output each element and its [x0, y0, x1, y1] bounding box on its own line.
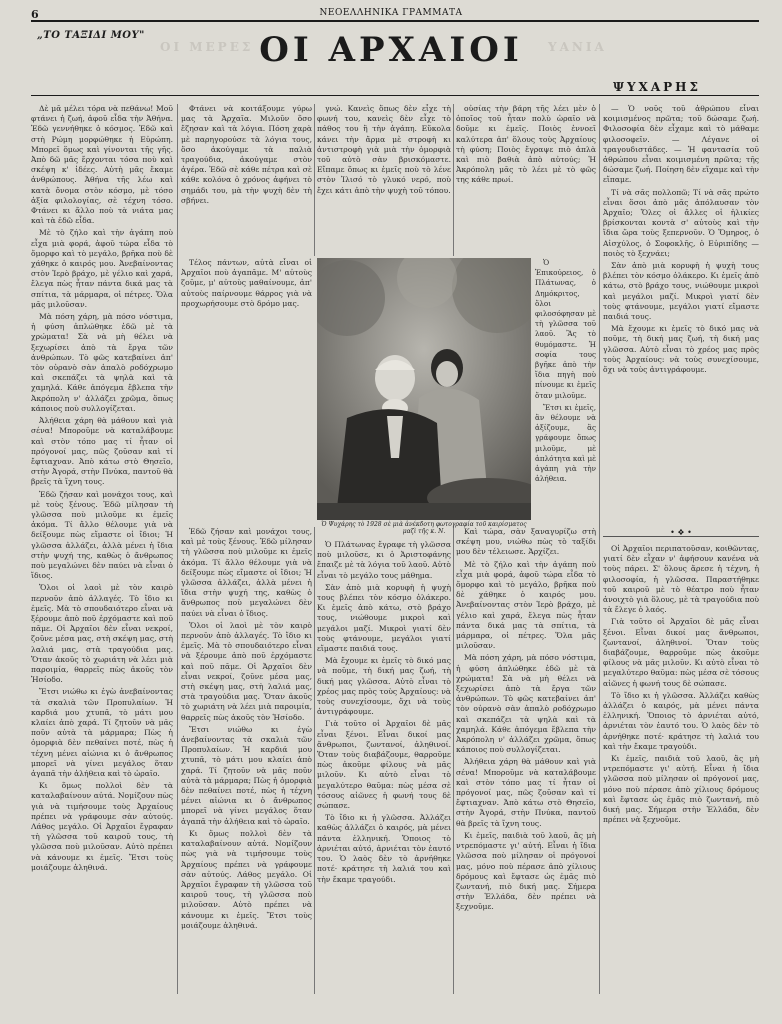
paragraph: Γιὰ τοῦτο οἱ Ἀρχαῖοι δὲ μᾶς εἶναι ξένοι. Εἶναι δικοί μας ἄνθρωποι, ζωντανοί, ἀληθινοί. Ὅταν τοὺς διαβάζουμε, θαρροῦμε πὼς ἀκοῦμε φίλους νὰ μᾶς μιλοῦν. Κι αὐτὸ εἶναι τὸ μεγαλύτερο θαῦμα: πὼς μέσα σὲ τόσους αἰῶνες ἡ φωνή τους δὲ σώπασε. — [603, 617, 759, 688]
paragraph: Δὲ μᾶ μέλει τόρα νὰ πεθάνω! Μοῦ φτάνει ἡ ζωή, ἀφοῦ εἶδα τὴν Ἀθήνα. Ἐδῶ γεννήθηκε ὁ κόσμος. Ἐδῶ καὶ στὴ Ρώμη μορφώθηκε ἡ Εὐρώπη. Μπορεῖ ὅμως καὶ γίνονται τῆς γῆς. Ἀπὸ δῶ μᾶς ἔρχονται τόσα ποὺ καὶ σκέψη κ' ἰδέες. Αὐτὴ μᾶς ἔκαμε ἀνθρώπους. Ἀθήνα τῆς λέω καὶ κατὰ ὄνομα στὸν κόσμο, μὲ τόσο ἀξία φιλολογίας, σὲ τέχνη τόσο. Φτάνει κι ἄλλο ποὺ τὰ νιάτα μας καὶ τὰ ἐδῶ εἶδα. — [31, 104, 173, 226]
paragraph: Μὲ τὸ ζήλο καὶ τὴν ἀγάπη ποὺ εἶχα μιὰ φορά, ἀφοῦ τώρα εἶδα τὸ ὄμορφο καὶ τὸ μεγάλο, βρῆκα ποὺ δὲ χάθηκε ὁ καιρός μου. Ἀνεβαίνοντας στὸν Ἱερὸ βράχο, μὲ γέλιο καὶ χαρά, ἔλεγα πὼς ἦταν πάντα δικά μας τὰ σπίτια, τὰ μάρμαρα, οἱ πέτρες. Ὅλα μᾶς μιλοῦσαν. — [456, 559, 596, 651]
paragraph: Τὸ ἴδιο κι ἡ γλῶσσα. Ἀλλάζει καθὼς ἀλλάζει ὁ καιρός, μὰ μένει πάντα ἑλληνική. Ὅποιος τὸ ἀρνιέται αὐτό, ἀρνιέται τὸν ἑαυτό του. Ὁ λαὸς δὲν τὸ ἀρνήθηκε ποτέ· κράτησε τὴ λαλιά του καὶ τὴν ἔκαμε τραγούδι. — [603, 690, 759, 751]
paragraph: Οἱ Ἀρχαῖοι περιπατοῦσαν, κοιθῶντας, γιατί δὲν εἶχαν ν' ἀφήσουν κανένα νὰ τοὺς πάρει. Σ' ὅλους ἄρεσε ἡ τέχνη, ἡ φιλοσοφία, ἡ γλῶσσα. Παραστήθηκε τοῦ καιροῦ μὲ τὸ θέατρο ποὺ ἦταν ἀνοιχτὸ γιὰ ὅλους, μὲ τὰ τραγούδια ποὺ τὰ ἔλεγε ὁ λαός. — [603, 544, 759, 615]
paragraph: Ἀλήθεια χάρη θὰ μάθουν καὶ γιὰ σένα! Μποροῦμε νὰ καταλάβουμε καὶ στὸν τόπο μας τί ἦταν οἱ πρόγονοί μας, πῶς ζοῦσαν καὶ τί ἔφτιαχναν. Ἀπὸ κάτω στὸ Θησεῖο, στὴν Ἀγορά, στὴν Πνύκα, παντοῦ θὰ βρεῖς τὰ ἴχνη τους. — [31, 416, 173, 487]
paragraph: Τί νὰ σᾶς πολλοπῶ; Τί νὰ σᾶς πρώτο εἶναι ὅσοι ἀπὸ μᾶς ἀπόλαυσαν τὸν Ἀρχαῖο; Ὅλες οἱ ἄλλες οἱ ἡλικίες βρίσκονται κοντὰ σ' αὐτοὺς καὶ τὴν ἴδια ὥρα τοὺς ξεπερνοῦν. Ὁ Ὅμηρος, ὁ Αἰσχύλος, ὁ Σοφοκλῆς, ὁ Εὐριπίδης — ποιὸς τὸ ξεχνάει; — [603, 187, 759, 258]
paragraph: οὐσίας τὴν βάρη τῆς λέει μὲν ὁ ὁποῖος τοῦ ἦταν πολὺ ὡραῖο νὰ δοῦμε κι ἐμεῖς. Ποιὸς ἐννοεῖ καλύτερα ἀπ' ὅλους τοὺς Ἀρχαίους τὴ φύση; Ποιὸς ἔγραψε πιὸ ἁπλὰ καὶ πιὸ βαθιὰ ἀπὸ αὐτούς; Ἡ Ἀκρόπολη μᾶς τὸ λέει μὲ τὸ φῶς της κάθε πρωί. — [456, 104, 596, 185]
paragraph: Καὶ τώρα, σὰν ξαναγυρίζω στὴ σκέψη μου, νιώθω πὼς τὸ ταξίδι μου δὲν τέλειωσε. Ἀρχίζει. — [456, 527, 596, 557]
article-author: ΨΥΧΑΡΗΣ — [613, 80, 701, 94]
ghost-banner-left: ΟΙ ΜΕΡΕΣ — [160, 40, 254, 54]
portrait-photo-image — [317, 258, 531, 520]
paragraph: Μὰ ἔχουμε κι ἐμεῖς τὸ δικό μας νὰ ποῦμε, τὴ δική μας ζωή, τὴ δική μας γλῶσσα. Αὐτὸ εἶναι τὸ χρέος μας πρὸς τοὺς Ἀρχαίους: νὰ τοὺς συνεχίσουμε, ὄχι νὰ τοὺς ἀντιγράφουμε. — [603, 324, 759, 375]
section-ornament: • ❖ • — [670, 528, 692, 537]
paragraph: Τὸ ἴδιο κι ἡ γλῶσσα. Ἀλλάζει καθὼς ἀλλάζει ὁ καιρός, μὰ μένει πάντα ἑλληνική. Ὅποιος τὸ ἀρνιέται αὐτό, ἀρνιέται τὸν ἑαυτό του. Ὁ λαὸς δὲν τὸ ἀρνήθηκε ποτέ· κράτησε τὴ λαλιά του καὶ τὴν ἔκαμε τραγούδι. — [317, 813, 451, 884]
paragraph: γνώ. Κανεὶς ὅπως δὲν εἶχε τὴ φωνή του, κανεὶς δὲν εἶχε τὸ πάθος του ἢ τὴν ἀγάπη. Εὔκολα κάνει τὴν ἄρμα μὲ στροφὴ κι ἀντιστροφὴ γιὰ μιὰ τὴν ὀμορφιὰ τοῦ αὐτὸ σὰν βρισκόμαστε. Εἴπαμε ὅπως κι ἐμεῖς ποὺ τὸ λένε στὸν Ἰλισό τὸ γλυκό νερό, ποὺ ἔχει κάτι ἀπὸ τὴν ψυχὴ τοῦ τόπου. — [317, 104, 451, 195]
text-column-3-lower — [317, 540, 451, 994]
paragraph: Σὰν ἀπὸ μιὰ κορυφὴ ἡ ψυχὴ τους βλέπει τὸν κόσμο ὁλάκερο. Κι ἐμεῖς ἀπὸ κάτω, στὸ βράχο τους, νιώθουμε μικροὶ καὶ μεγάλοι μαζί. Μικροὶ γιατί δὲν τοὺς φτάνουμε, μεγάλοι γιατί εἴμαστε παιδιά τους. — [317, 582, 451, 654]
portrait-photo — [317, 258, 531, 520]
paragraph: Ἀλήθεια χάρη θὰ μάθουν καὶ γιὰ σένα! Μποροῦμε νὰ καταλάβουμε καὶ στὸν τόπο μας τί ἦταν οἱ πρόγονοί μας, πῶς ζοῦσαν καὶ τί ἔφτιαχναν. Ἀπὸ κάτω στὸ Θησεῖο, στὴν Ἀγορά, στὴν Πνύκα, παντοῦ θὰ βρεῖς τὰ ἴχνη τους. — [456, 757, 596, 828]
paragraph: Κι ἐμεῖς, παιδιὰ τοῦ λαοῦ, ἂς μὴ ντρεπόμαστε γι' αὐτή. Εἶναι ἡ ἴδια γλῶσσα ποὺ μίλησαν οἱ πρόγονοί μας, μόνο ποὺ πέρασε ἀπὸ χίλιους δρόμους καὶ ἔφτασε ὡς ἐμᾶς πιὸ ζωντανή, πιὸ δική μας. Σήμερα στὴν Ἑλλάδα, δὲν πρέπει νὰ ξεχνοῦμε. — [456, 830, 596, 912]
paragraph: — Ὁ νοῦς τοῦ ἀθρώπου εἶναι κοιμισμένος πρῶτα; τοῦ δώσαμε ζωή. Φιλοσοφία δὲν εἶχαμε καὶ τὸ μάθαμε φιλοσοφεῖν. — Λέγανε οἱ τραγουδιστάδες. — Ἡ φαντασία τοῦ ἀθρώπου εἶναι κοιμισμένη πρῶτα; τῆς δώσαμε ζωή. Ποίηση δὲν εἴχαμε καὶ τὴν εἴπαμε. — [603, 104, 759, 185]
page-number: 6 — [31, 8, 39, 21]
column-divider — [314, 104, 315, 256]
paragraph: Μὰ πόση χάρη, μὰ πόσο νόστιμα, ἡ φύση ἀπλώθηκε ἐδῶ μὲ τὰ χρώματα! Σὰ νὰ μὴ θέλει νὰ ξεχωρίσει ἀπὸ τὰ ἔργα τῶν ἀνθρώπων. Τὸ φῶς κατεβαίνει ἀπ' τὸν οὐρανὸ σὰν ἁπαλὸ ροδόχρωμο καὶ σκεπάζει τὰ ψηλὰ καὶ τὰ χαμηλά. Κάθε ἀπόγεμα ἔβλεπα τὴν Ἀκρόπολη ν' ἀλλάζει χρῶμα, ὅπως κάποιος ποὺ συλλογίζεται. — [31, 312, 173, 413]
text-column-5 — [603, 104, 759, 532]
paragraph: Σὰν ἀπὸ μιὰ κορυφὴ ἡ ψυχὴ τους βλέπει τὸν κόσμο ὁλάκερο. Κι ἐμεῖς ἀπὸ κάτω, στὸ βράχο τους, νιώθουμε μικροὶ καὶ μεγάλοι μαζί. Μικροὶ γιατί δὲν τοὺς φτάνουμε, μεγάλοι γιατί εἴμαστε παιδιά τους. — [603, 261, 759, 322]
paragraph: Ἔτσι κι ἐμεῖς, ἂν θέλουμε νὰ ἀξίζουμε, ἂς γράφουμε ὅπως μιλοῦμε, μὲ ἁπλότητα καὶ μὲ ἀγάπη γιὰ τὴν ἀλήθεια. — [535, 402, 596, 484]
paragraph: Γιὰ τοῦτο οἱ Ἀρχαῖοι δὲ μᾶς εἶναι ξένοι. Εἶναι δικοί μας ἄνθρωποι, ζωντανοί, ἀληθινοί. Ὅταν τοὺς διαβάζουμε, θαρροῦμε πὼς ἀκοῦμε φίλους νὰ μᾶς μιλοῦν. Κι αὐτὸ εἶναι τὸ μεγαλύτερο θαῦμα: πὼς μέσα σὲ τόσους αἰῶνες ἡ φωνή τους δὲ σώπασε. — [317, 719, 451, 811]
series-label: „ΤΟ ΤΑΞΙΔΙ ΜΟΥ" — [37, 30, 145, 41]
paragraph: Ἐδῶ ζήσαν καὶ μονάχοι τους, καὶ μὲ τοὺς ξένους. Ἐδῶ μίλησαν τὴ γλῶσσα ποὺ μιλοῦμε κι ἐμεῖς ἀκόμα. Τί ἄλλο θέλουμε γιὰ νὰ δείξουμε πὼς εἴμαστε οἱ ἴδιοι; Ἡ γλῶσσα ἀλλάζει, ἀλλὰ μένει ἡ ἴδια στὴν ψυχή της, καθὼς ὁ ἄνθρωπος ποὺ μεγαλώνει δὲν παύει νὰ εἶναι ὁ ἴδιος. — [181, 527, 312, 618]
paragraph: Ὁ Ἐπικούρειος, ὁ Πλάτωνας, ὁ Δημόκριτος, ὅλοι φιλοσόφησαν μὲ τὴ γλῶσσα τοῦ λαοῦ. Ἂς τὸ θυμόμαστε. Ἡ σοφία τους βγῆκε ἀπὸ τὴν ἴδια πηγὴ ποὺ πίνουμε κι ἐμεῖς ὅταν μιλοῦμε. — [535, 258, 596, 400]
section-rule — [603, 536, 759, 537]
column-divider — [453, 527, 454, 994]
text-column-4-beside-photo — [535, 258, 596, 520]
text-column-2 — [181, 104, 312, 252]
running-head: ΝΕΟΕΛΛΗΝΙΚΑ ΓΡΑΜΜΑΤΑ — [319, 8, 463, 18]
paragraph: Ἔτσι νιώθω κι ἐγὼ ἀνεβαίνοντας τὰ σκαλιὰ τῶν Προπυλαίων. Ἡ καρδιά μου χτυπᾶ, τὸ μάτι μου κλαίει ἀπὸ χαρά. Τί ζητοῦν νὰ μᾶς ποῦν αὐτὰ τὰ μάρμαρα; Πὼς ἡ ὀμορφιὰ δὲν πεθαίνει ποτέ, πὼς ἡ τέχνη μένει αἰώνια κι ὁ ἄνθρωπος μπορεῖ νὰ γίνει μεγάλος ὅταν ἀγαπᾶ τὴν ἀλήθεια καὶ τὸ ὡραῖο. — [31, 687, 173, 778]
text-column-4-lower — [456, 527, 596, 994]
paragraph: Κι ὅμως πολλοὶ δὲν τὰ καταλαβαίνουν αὐτά. Νομίζουν πὼς γιὰ νὰ τιμήσουμε τοὺς Ἀρχαίους πρέπει νὰ γράφουμε σὰν αὐτούς. Λάθος μεγάλο. Οἱ Ἀρχαῖοι ἔγραφαν τὴ γλῶσσα τοῦ καιροῦ τους, τὴ γλῶσσα ποὺ μιλοῦσαν. Αὐτὸ πρέπει νὰ κάνουμε κι ἐμεῖς. Ἔτσι τοὺς μοιάζουμε ἀληθινά. — [181, 828, 312, 930]
text-column-5-lower — [603, 544, 759, 994]
paragraph: Φτάνει νὰ κοιτάξουμε γύρω μας τὰ Ἀρχαῖα. Μιλοῦν ὅσο ἔζησαν καὶ τὰ λόγια. Πόση χαρὰ μὲ παρηγορούσε τὰ λόγια τους, ὅσο ἀκούγαμε τὰ παλιὰ τραγούδια, ἀκούγαμε στὸν ἀγέρα. Ἐδῶ σὲ κάθε πέτρα καὶ σὲ κάθε κολόνα ὁ χρόνος ἀφήνει τὸ σημάδι του, μὰ τὴν ψυχὴ δὲν τὴ σβήνει. — [181, 104, 312, 205]
paragraph: Ἔτσι νιώθω κι ἐγὼ ἀνεβαίνοντας τὰ σκαλιὰ τῶν Προπυλαίων. Ἡ καρδιά μου χτυπᾶ, τὸ μάτι μου κλαίει ἀπὸ χαρά. Τί ζητοῦν νὰ μᾶς ποῦν αὐτὰ τὰ μάρμαρα; Πὼς ἡ ὀμορφιὰ δὲν πεθαίνει ποτέ, πὼς ἡ τέχνη μένει αἰώνια κι ὁ ἄνθρωπος μπορεῖ νὰ γίνει μεγάλος ὅταν ἀγαπᾶ τὴν ἀλήθεια καὶ τὸ ὡραῖο. — [181, 724, 312, 826]
paragraph: Μὲ τὸ ζήλο καὶ τὴν ἀγάπη ποὺ εἶχα μιὰ φορά, ἀφοῦ τώρα εἶδα τὸ ὄμορφο καὶ τὸ μεγάλο, βρῆκα ποὺ δὲ χάθηκε ὁ καιρός μου. Ἀνεβαίνοντας στὸν Ἱερὸ βράχο, μὲ γέλιο καὶ χαρά, ἔλεγα πὼς ἦταν πάντα δικά μας τὰ σπίτια, τὰ μάρμαρα, οἱ πέτρες. Ὅλα μᾶς μιλοῦσαν. — [31, 228, 173, 309]
text-column-3 — [317, 104, 451, 252]
column-divider — [599, 104, 600, 994]
paragraph: Τέλος πάντων, αὐτὰ εἶναι οἱ Ἀρχαῖοι ποὺ ἀγαπᾶμε. Μ' αὐτοὺς ζοῦμε, μ' αὐτοὺς μαθαίνουμε, ἀπ' αὐτοὺς παίρνουμε θάρρος γιὰ νὰ προχωρήσουμε στὸ δρόμο μας. — [181, 258, 312, 308]
article-title: ΟΙ ΑΡΧΑΙΟΙ — [259, 30, 523, 70]
column-divider — [314, 527, 315, 994]
text-column-1 — [31, 104, 173, 994]
column-divider — [453, 104, 454, 256]
paragraph: Κι ἐμεῖς, παιδιὰ τοῦ λαοῦ, ἂς μὴ ντρεπόμαστε γι' αὐτή. Εἶναι ἡ ἴδια γλῶσσα ποὺ μίλησαν οἱ πρόγονοί μας, μόνο ποὺ πέρασε ἀπὸ χίλιους δρόμους καὶ ἔφτασε ὡς ἐμᾶς πιὸ ζωντανή, πιὸ δική μας. Σήμερα στὴν Ἑλλάδα, δὲν πρέπει νὰ ξεχνοῦμε. — [603, 754, 759, 825]
paragraph: Μὰ ἔχουμε κι ἐμεῖς τὸ δικό μας νὰ ποῦμε, τὴ δική μας ζωή, τὴ δική μας γλῶσσα. Αὐτὸ εἶναι τὸ χρέος μας πρὸς τοὺς Ἀρχαίους: νὰ τοὺς συνεχίσουμε, ὄχι νὰ τοὺς ἀντιγράφουμε. — [317, 656, 451, 717]
paragraph: Ὅλοι οἱ λαοὶ μὲ τὸν καιρὸ περνοῦν ἀπὸ ἀλλαγές. Τὸ ἴδιο κι ἐμεῖς. Μὰ τὸ σπουδαιότερο εἶναι νὰ ξέρουμε ἀπὸ ποῦ ἐρχόμαστε καὶ ποῦ πᾶμε. Οἱ Ἀρχαῖοι δὲν εἶναι νεκροί, ζοῦνε μέσα μας, στὴ σκέψη μας, στὴ λαλιά μας, στὰ τραγούδια μας. Ὅταν ἀκοῦς τὸ χωριάτη νὰ λέει μιὰ παροιμία, θαρρεῖς πὼς ἀκοῦς τὸν Ἡσίοδο. — [31, 583, 173, 685]
paragraph: Ὅλοι οἱ λαοὶ μὲ τὸν καιρὸ περνοῦν ἀπὸ ἀλλαγές. Τὸ ἴδιο κι ἐμεῖς. Μὰ τὸ σπουδαιότερο εἶναι νὰ ξέρουμε ἀπὸ ποῦ ἐρχόμαστε καὶ ποῦ πᾶμε. Οἱ Ἀρχαῖοι δὲν εἶναι νεκροί, ζοῦνε μέσα μας, στὴ σκέψη μας, στὴ λαλιά μας, στὰ τραγούδια μας. Ὅταν ἀκοῦς τὸ χωριάτη νὰ λέει μιὰ παροιμία, θαρρεῖς πὼς ἀκοῦς τὸν Ἡσίοδο. — [181, 620, 312, 722]
paragraph: Ὁ Πλάτωνας ἔγραφε τὴ γλῶσσα ποὺ μιλοῦσε, κι ὁ Ἀριστοφάνης ἔπαιζε μὲ τὰ λόγια τοῦ λαοῦ. Αὐτὸ εἶναι τὸ μεγάλο τους μάθημα. — [317, 540, 451, 580]
ghost-banner-right: ΥΑΝΙΑ — [548, 40, 607, 54]
header-rule — [31, 95, 759, 96]
photo-caption: Ὁ Ψυχάρης τὸ 1928 σὲ μιὰ ἀνέκδοτη φωτογραφία τοῦ καιρίσματος μαζὶ τῆς κ. Ν. — [321, 521, 527, 535]
paragraph: Μὰ πόση χάρη, μὰ πόσο νόστιμα, ἡ φύση ἀπλώθηκε ἐδῶ μὲ τὰ χρώματα! Σὰ νὰ μὴ θέλει νὰ ξεχωρίσει ἀπὸ τὰ ἔργα τῶν ἀνθρώπων. Τὸ φῶς κατεβαίνει ἀπ' τὸν οὐρανὸ σὰν ἁπαλὸ ροδόχρωμο καὶ σκεπάζει τὰ ψηλὰ καὶ τὰ χαμηλά. Κάθε ἀπόγεμα ἔβλεπα τὴν Ἀκρόπολη ν' ἀλλάζει χρῶμα, ὅπως κάποιος ποὺ συλλογίζεται. — [456, 653, 596, 755]
text-column-4 — [456, 104, 596, 252]
top-rule — [31, 20, 759, 22]
column-divider — [177, 104, 178, 994]
text-column-2-middle — [181, 258, 312, 520]
paragraph: Ἐδῶ ζήσαν καὶ μονάχοι τους, καὶ μὲ τοὺς ξένους. Ἐδῶ μίλησαν τὴ γλῶσσα ποὺ μιλοῦμε κι ἐμεῖς ἀκόμα. Τί ἄλλο θέλουμε γιὰ νὰ δείξουμε πὼς εἴμαστε οἱ ἴδιοι; Ἡ γλῶσσα ἀλλάζει, ἀλλὰ μένει ἡ ἴδια στὴν ψυχή της, καθὼς ὁ ἄνθρωπος ποὺ μεγαλώνει δὲν παύει νὰ εἶναι ὁ ἴδιος. — [31, 489, 173, 581]
paragraph: Κι ὅμως πολλοὶ δὲν τὰ καταλαβαίνουν αὐτά. Νομίζουν πὼς γιὰ νὰ τιμήσουμε τοὺς Ἀρχαίους πρέπει νὰ γράφουμε σὰν αὐτούς. Λάθος μεγάλο. Οἱ Ἀρχαῖοι ἔγραφαν τὴ γλῶσσα τοῦ καιροῦ τους, τὴ γλῶσσα ποὺ μιλοῦσαν. Αὐτὸ πρέπει νὰ κάνουμε κι ἐμεῖς. Ἔτσι τοὺς μοιάζουμε ἀληθινά. — [31, 781, 173, 872]
text-column-2-lower — [181, 527, 312, 994]
